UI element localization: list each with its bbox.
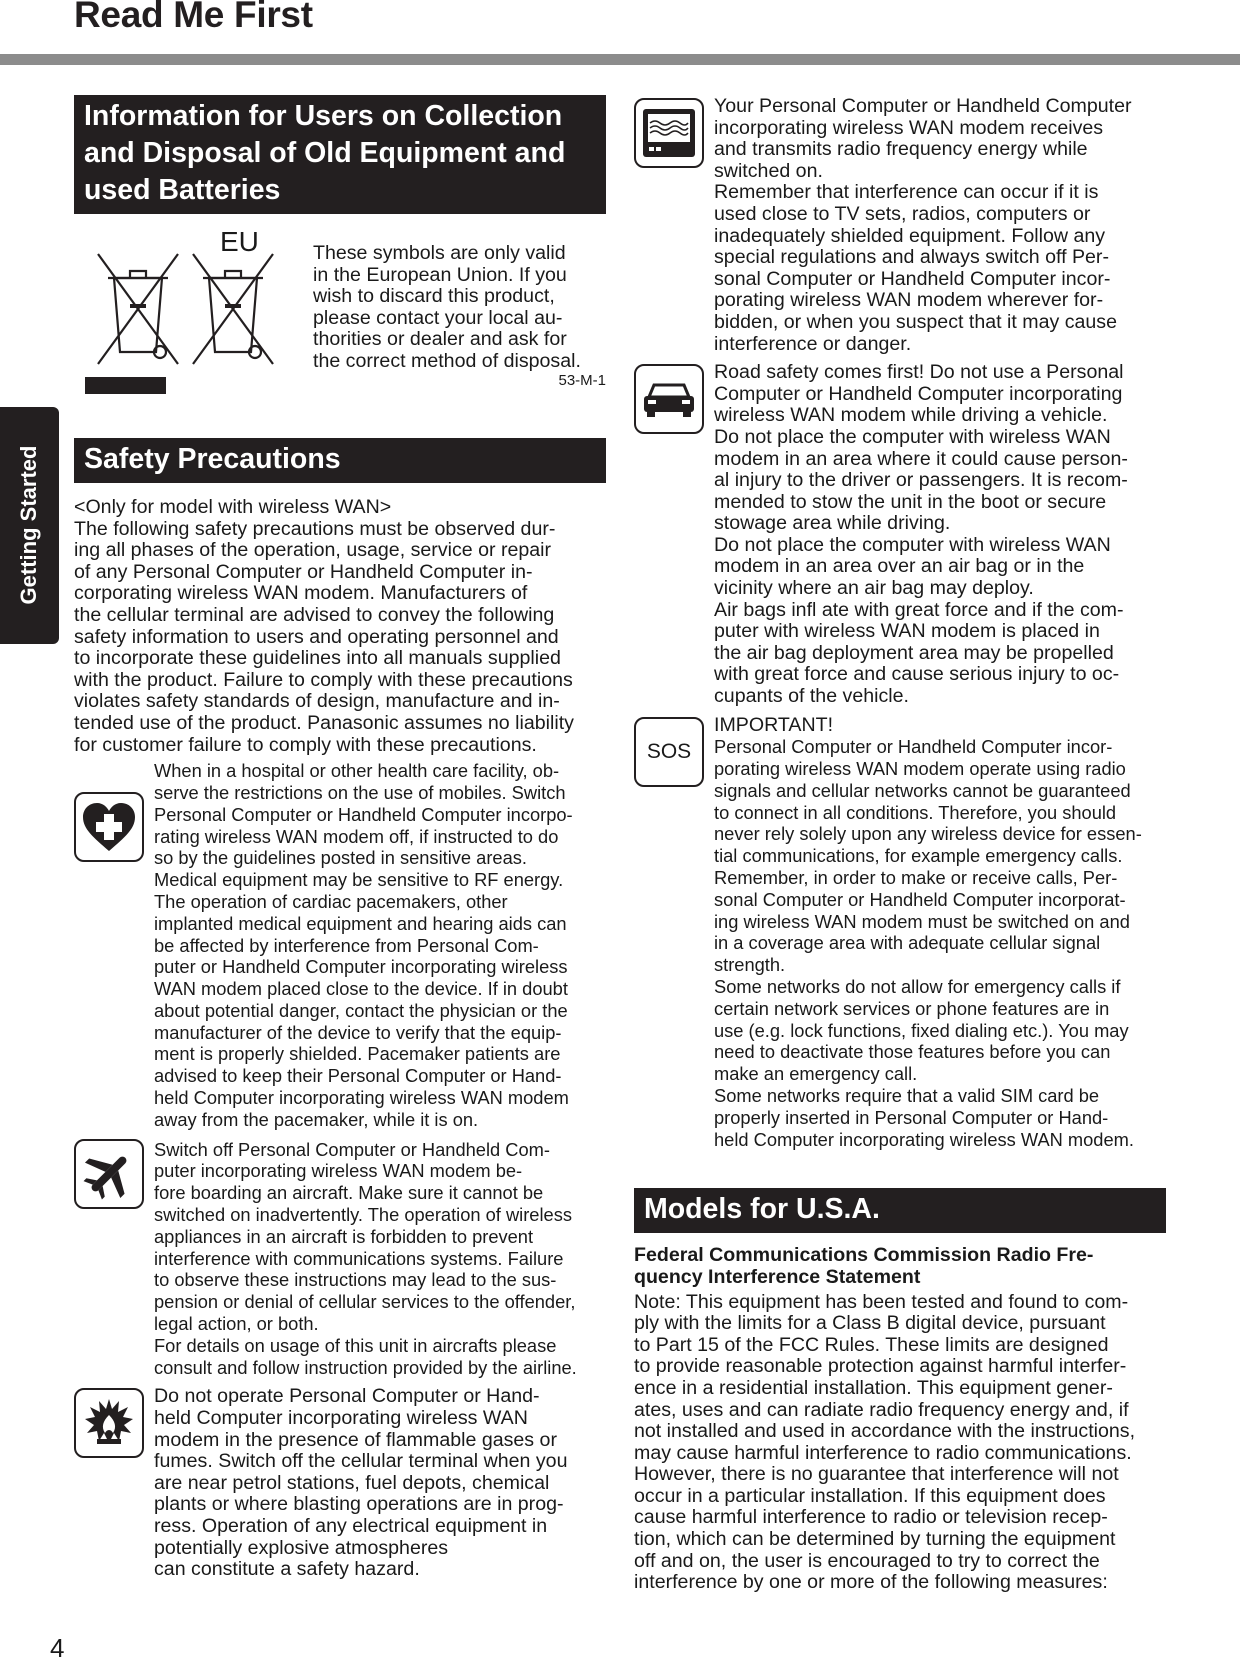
text-line: fumes. Switch off the cellular terminal when you xyxy=(154,1450,568,1473)
text-line: manufacturer of the device to verify that the equip- xyxy=(154,1021,562,1043)
crossed-bin-icon xyxy=(94,248,182,368)
text-line: implanted medical equipment and hearing aids can xyxy=(154,912,567,934)
text-line: modem in the presence of flammable gases or xyxy=(154,1428,557,1451)
side-tab xyxy=(0,407,59,644)
text-line: safety information to users and operating personnel and xyxy=(74,625,559,648)
text-line: not installed and used in accordance with the instructions, xyxy=(634,1420,1136,1443)
sos-icon-label: SOS xyxy=(646,739,692,763)
text-line: to observe these instructions may lead to the sus- xyxy=(154,1269,557,1291)
safety-intro xyxy=(74,497,606,756)
text-line: quency Interference Statement xyxy=(634,1265,921,1288)
text-line: please contact your local au- xyxy=(313,306,563,329)
text-line: <Only for model with wireless WAN> xyxy=(74,496,392,518)
text-line: to connect in all conditions. Therefore, you should xyxy=(714,801,1117,823)
disposal-heading-line: used Batteries xyxy=(84,174,281,206)
text-line: appliances in an aircraft is forbidden to prevent xyxy=(154,1225,534,1247)
text-line: strength. xyxy=(714,954,786,976)
disposal-heading xyxy=(74,95,606,214)
disposal-text xyxy=(313,243,613,373)
side-tab-label: Getting Started xyxy=(16,445,41,605)
text-line: ply with the limits for a Class B digital device, pursuant xyxy=(634,1312,1106,1335)
text-line: properly inserted in Personal Computer or Hand- xyxy=(714,1106,1109,1128)
text-line: occur in a particular installation. If this equipment does xyxy=(634,1484,1106,1507)
text-line: ing all phases of the operation, usage, service or repair xyxy=(74,539,552,562)
text-line: be affected by interference from Personal Com- xyxy=(154,934,539,956)
text-line: Medical equipment may be sensitive to RF energy. xyxy=(154,869,564,891)
text-line: cupants of the vehicle. xyxy=(714,685,909,708)
text-line: ates, uses and can radiate radio frequency energy and, if xyxy=(634,1398,1129,1421)
hospital-text xyxy=(154,760,573,1131)
text-line: ment is properly shielded. Pacemaker patients are xyxy=(154,1043,561,1065)
text-line: modem in an area where it could cause person- xyxy=(714,447,1128,470)
text-line: the air bag deployment area may be propelled xyxy=(714,641,1114,664)
text-line: inadequately shielded equipment. Follow any xyxy=(714,224,1106,247)
text-line: Air bags infl ate with great force and if the com- xyxy=(714,598,1124,621)
text-line: porating wireless WAN modem wherever for- xyxy=(714,289,1104,312)
car-icon xyxy=(634,364,704,434)
text-line: Do not place the computer with wireless WAN xyxy=(714,533,1111,556)
text-line: WAN modem placed close to the device. If in doubt xyxy=(154,978,568,1000)
text-line: Note: This equipment has been tested and found to com- xyxy=(634,1290,1129,1313)
text-line: used close to TV sets, radios, computers or xyxy=(714,202,1091,225)
text-line: with great force and cause serious injury to oc- xyxy=(714,663,1120,686)
text-line: cause harmful interference to radio or television recep- xyxy=(634,1506,1108,1529)
text-line: puter incorporating wireless WAN modem be- xyxy=(154,1160,523,1182)
text-line: held Computer incorporating wireless WAN xyxy=(154,1407,528,1430)
text-line: off and on, the user is encouraged to try to correct the xyxy=(634,1549,1100,1572)
text-line: Do not place the computer with wireless WAN xyxy=(714,425,1111,448)
fumes-text xyxy=(154,1386,567,1580)
fcc-subheading xyxy=(634,1245,1166,1288)
text-line: of any Personal Computer or Handheld Computer in- xyxy=(74,560,533,583)
text-line: the correct method of disposal. xyxy=(313,349,581,372)
text-line: pension or denial of cellular services to the offender, xyxy=(154,1291,576,1313)
text-line: puter with wireless WAN modem is placed in xyxy=(714,620,1100,643)
text-line: need to deactivate those features before you can xyxy=(714,1041,1111,1063)
text-line: corporating wireless WAN modem. Manufacturers of xyxy=(74,582,528,605)
text-line: Some networks do not allow for emergency calls if xyxy=(714,975,1121,997)
text-line: held Computer incorporating wireless WAN modem xyxy=(154,1087,569,1109)
text-line: Some networks require that a valid SIM card be xyxy=(714,1084,1100,1106)
text-line: in the European Union. If you xyxy=(313,263,567,286)
sos-block xyxy=(634,715,1166,1151)
road-text xyxy=(714,362,1128,708)
text-line: Personal Computer or Handheld Computer incor- xyxy=(714,736,1113,758)
flame-explosion-icon xyxy=(74,1388,144,1458)
text-line: for customer failure to comply with these precautions. xyxy=(74,733,537,756)
battery-bar xyxy=(85,377,166,394)
aircraft-block xyxy=(74,1139,606,1379)
text-line: can constitute a safety hazard. xyxy=(154,1558,420,1581)
text-line: make an emergency call. xyxy=(714,1063,918,1085)
road-block xyxy=(634,362,1166,708)
header-rule xyxy=(0,54,1240,65)
text-line: wireless WAN modem while driving a vehicle. xyxy=(714,404,1108,427)
text-line: These symbols are only valid xyxy=(313,242,566,264)
text-line: Your Personal Computer or Handheld Computer xyxy=(714,95,1132,117)
text-line: Do not operate Personal Computer or Hand- xyxy=(154,1385,540,1408)
text-line: Remember, in order to make or receive calls, Per- xyxy=(714,867,1118,888)
text-line: incorporating wireless WAN modem receives xyxy=(714,116,1104,139)
hospital-heart-icon xyxy=(74,792,144,862)
text-line: sonal Computer or Handheld Computer incor- xyxy=(714,267,1111,290)
text-line: never rely solely upon any wireless device for essen- xyxy=(714,823,1142,845)
text-line: about potential danger, contact the physician or the xyxy=(154,999,568,1021)
page-number: 4 xyxy=(50,1633,65,1663)
text-line: puter or Handheld Computer incorporating wireless xyxy=(154,956,568,978)
text-line: wish to discard this product, xyxy=(313,285,555,308)
text-line: sonal Computer or Handheld Computer incorporat- xyxy=(714,888,1126,910)
text-line: consult and follow instruction provided by the airline. xyxy=(154,1356,577,1378)
text-line: interference with communications systems. Failure xyxy=(154,1247,564,1269)
text-line: use (e.g. lock functions, fixed dialing etc.). You may xyxy=(714,1019,1129,1041)
right-column xyxy=(634,96,1166,1594)
aircraft-text xyxy=(154,1139,577,1379)
text-line: certain network services or phone features are in xyxy=(714,997,1110,1019)
text-line: interference or danger. xyxy=(714,332,912,355)
text-line: Remember that interference can occur if it is xyxy=(714,181,1099,204)
text-line: held Computer incorporating wireless WAN modem. xyxy=(714,1128,1134,1150)
text-line: fore boarding an aircraft. Make sure it cannot be xyxy=(154,1182,544,1204)
text-line: violates safety standards of design, manufacture and in- xyxy=(74,690,560,713)
text-line: Switch off Personal Computer or Handheld Com- xyxy=(154,1138,550,1160)
text-line: porating wireless WAN modem operate using radio xyxy=(714,758,1126,780)
text-line: ress. Operation of any electrical equipment in xyxy=(154,1515,548,1537)
text-line: tion, which can be determined by turning the equipment xyxy=(634,1528,1116,1551)
tv-block xyxy=(634,96,1166,355)
text-line: When in a hospital or other health care facility, ob- xyxy=(154,760,560,782)
crossed-bin-eu-icon xyxy=(189,248,277,368)
text-line: in a coverage area with adequate cellular signal xyxy=(714,932,1101,954)
text-line: legal action, or both. xyxy=(154,1313,319,1335)
airplane-icon xyxy=(74,1139,144,1209)
text-line: ence in a residential installation. This equipment gener- xyxy=(634,1376,1113,1399)
disposal-code: 53-M-1 xyxy=(558,372,606,389)
text-line: so by the guidelines posted in sensitive areas. xyxy=(154,847,527,869)
text-line: For details on usage of this unit in aircrafts please xyxy=(154,1334,557,1356)
disposal-block xyxy=(74,214,606,406)
text-line: and transmits radio frequency energy while xyxy=(714,138,1088,161)
text-line: plants or where blasting operations are in prog- xyxy=(154,1493,564,1516)
text-line: Computer or Handheld Computer incorporating xyxy=(714,382,1123,405)
text-line: to provide reasonable protection against harmful interfer- xyxy=(634,1355,1127,1378)
text-line: The following safety precautions must be observed dur- xyxy=(74,517,556,540)
text-line: away from the pacemaker, while it is on. xyxy=(154,1108,479,1130)
text-line: may cause harmful interference to radio communications. xyxy=(634,1441,1132,1464)
usa-heading: Models for U.S.A. xyxy=(634,1188,1166,1233)
text-line: vicinity where an air bag may deploy. xyxy=(714,577,1034,600)
text-line: to incorporate these guidelines into all manuals supplied xyxy=(74,647,561,670)
text-line: Road safety comes first! Do not use a Personal xyxy=(714,361,1124,384)
text-line: tial communications, for example emergency calls. xyxy=(714,845,1123,867)
sos-title: IMPORTANT! xyxy=(714,713,834,736)
text-line: However, there is no guarantee that interference will not xyxy=(634,1463,1119,1486)
fumes-block xyxy=(74,1386,606,1580)
text-line: special regulations and always switch off Per- xyxy=(714,246,1109,269)
text-line: tended use of the product. Panasonic assumes no liability xyxy=(74,711,574,734)
text-line: rating wireless WAN modem off, if instructed to do xyxy=(154,825,559,847)
text-line: the cellular terminal are advised to convey the following xyxy=(74,603,555,626)
text-line: potentially explosive atmospheres xyxy=(154,1536,449,1559)
text-line: advised to keep their Personal Computer or Hand- xyxy=(154,1065,562,1087)
text-line: ing wireless WAN modem must be switched on and xyxy=(714,910,1130,932)
disposal-heading-line: Information for Users on Collection xyxy=(84,100,563,132)
disposal-heading-line: and Disposal of Old Equipment and xyxy=(84,137,566,169)
tv-text xyxy=(714,96,1132,355)
text-line: Federal Communications Commission Radio Fre- xyxy=(634,1244,1094,1267)
fcc-text xyxy=(634,1292,1166,1594)
text-line: modem in an area over an air bag or in the xyxy=(714,555,1085,578)
text-line: mended to stow the unit in the boot or secure xyxy=(714,490,1107,513)
text-line: with the product. Failure to comply with these precautions xyxy=(74,668,573,691)
tv-icon xyxy=(634,98,704,168)
text-line: Personal Computer or Handheld Computer incorpo- xyxy=(154,803,573,825)
sos-text xyxy=(714,715,1142,1151)
hospital-block xyxy=(74,760,606,1131)
page-header-title: Read Me First xyxy=(74,0,313,35)
text-line: bidden, or when you suspect that it may cause xyxy=(714,310,1117,333)
text-line: switched on. xyxy=(714,159,823,182)
text-line: signals and cellular networks cannot be guaranteed xyxy=(714,779,1131,801)
left-column xyxy=(74,95,606,1581)
text-line: stowage area while driving. xyxy=(714,512,951,535)
text-line: switched on inadvertently. The operation of wireless xyxy=(154,1204,572,1226)
text-line: serve the restrictions on the use of mobiles. Switch xyxy=(154,781,566,803)
text-line: to Part 15 of the FCC Rules. These limits are designed xyxy=(634,1333,1109,1356)
eu-label: EU xyxy=(220,226,259,257)
safety-heading: Safety Precautions xyxy=(74,438,606,483)
sos-icon xyxy=(634,717,704,787)
text-line: thorities or dealer and ask for xyxy=(313,328,567,351)
text-line: al injury to the driver or passengers. It is recom- xyxy=(714,469,1128,492)
text-line: The operation of cardiac pacemakers, other xyxy=(154,890,508,912)
text-line: interference by one or more of the following measures: xyxy=(634,1571,1108,1594)
text-line: are near petrol stations, fuel depots, chemical xyxy=(154,1471,550,1494)
